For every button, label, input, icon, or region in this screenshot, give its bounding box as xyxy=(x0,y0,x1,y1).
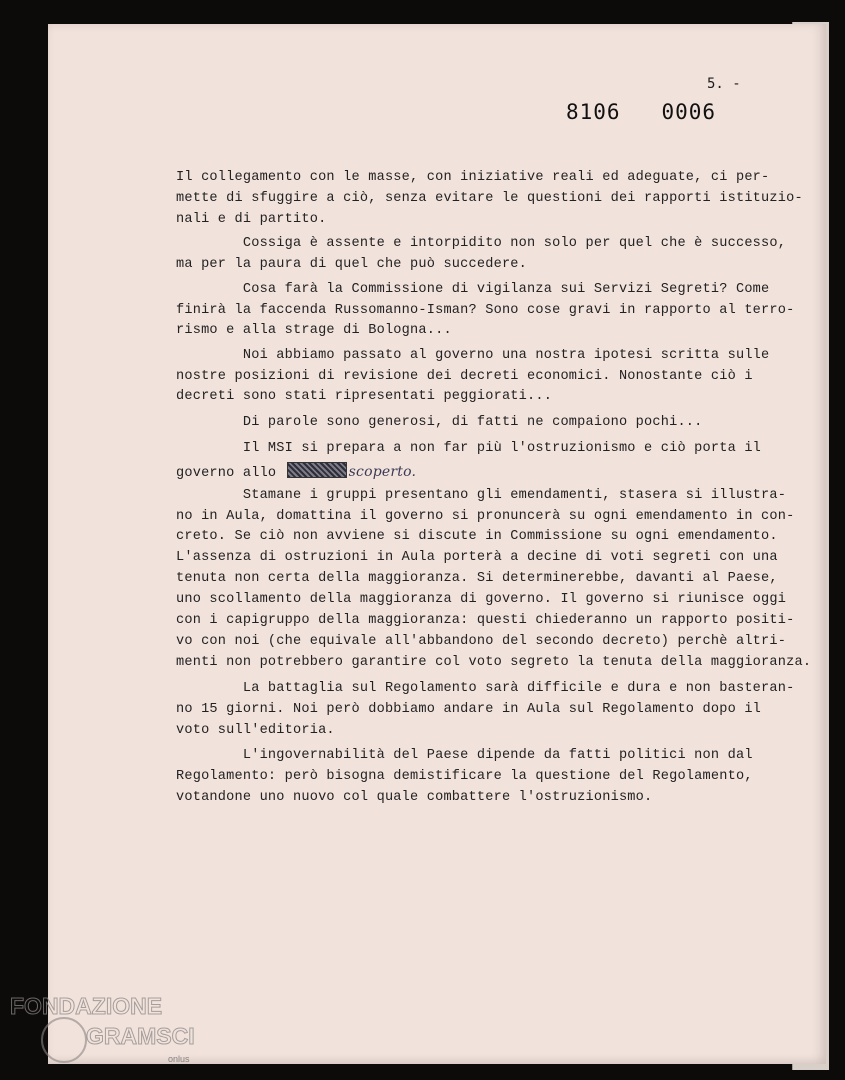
text-line: nali e di partito. xyxy=(176,212,327,227)
text-line: tenuta non certa della maggioranza. Si determinerebbe, davanti al Paese, xyxy=(176,571,778,586)
text-line: mette di sfuggire a ciò, senza evitare le questioni dei rapporti istituzio- xyxy=(176,191,803,206)
text-line: no in Aula, domattina il governo si pronuncerà su ogni emendamento in con- xyxy=(176,509,795,524)
text-line: Il collegamento con le masse, con iniziative reali ed adeguate, ci per- xyxy=(176,170,770,185)
text-line: Cossiga è assente e intorpidito non solo per quel che è successo, xyxy=(176,236,787,251)
text-line: La battaglia sul Regolamento sarà difficile e dura e non basteran- xyxy=(176,681,795,696)
text-line: ma per la paura di quel che può succedere. xyxy=(176,257,528,272)
text-line: Stamane i gruppi presentano gli emendamenti, stasera si illustra- xyxy=(176,488,787,503)
text-line: Cosa farà la Commissione di vigilanza sui Servizi Segreti? Come xyxy=(176,282,770,297)
text-line: Il MSI si prepara a non far più l'ostruzionismo e ciò porta il xyxy=(176,441,762,456)
text-line: rismo e alla strage di Bologna... xyxy=(176,323,452,338)
watermark-line1: FONDAZIONE xyxy=(10,993,163,1019)
watermark-suffix: onlus xyxy=(168,1054,190,1064)
fondazione-gramsci-watermark xyxy=(4,988,214,1072)
text-line: Regolamento: però bisogna demistificare la questione del Regolamento, xyxy=(176,769,753,784)
archive-code: 8106 0006 xyxy=(566,100,717,124)
text-line: con i capigruppo della maggioranza: questi chiederanno un rapporto positi- xyxy=(176,613,795,628)
text-line: menti non potrebbero garantire col voto segreto la tenuta della maggioranza. xyxy=(176,655,812,670)
watermark-g-circle xyxy=(42,1018,86,1062)
text-line: Di parole sono generosi, di fatti ne compaiono pochi... xyxy=(176,415,703,430)
struck-out-word xyxy=(287,462,347,478)
handwritten-correction: scoperto. xyxy=(348,464,417,480)
text-line: no 15 giorni. Noi però dobbiamo andare in Aula sul Regolamento dopo il xyxy=(176,702,762,717)
text-line: voto sull'editoria. xyxy=(176,723,335,738)
text-line: creto. Se ciò non avviene si discute in Commissione su ogni emendamento. xyxy=(176,529,778,544)
governo-line xyxy=(176,462,416,481)
text-line: nostre posizioni di revisione dei decreti economici. Nonostante ciò i xyxy=(176,369,753,384)
governo-line-prefix: governo allo xyxy=(176,466,277,481)
text-line: Noi abbiamo passato al governo una nostra ipotesi scritta sulle xyxy=(176,348,770,363)
watermark-line2: GRAMSCI xyxy=(86,1023,195,1049)
text-line: L'ingovernabilità del Paese dipende da fatti politici non dal xyxy=(176,748,753,763)
text-line: finirà la faccenda Russomanno-Isman? Sono cose gravi in rapporto al terro- xyxy=(176,303,795,318)
page-number: 5. - xyxy=(707,76,741,92)
text-line: L'assenza di ostruzioni in Aula porterà a decine di voti segreti con una xyxy=(176,550,778,565)
text-line: uno scollamento della maggioranza di governo. Il governo si riunisce oggi xyxy=(176,592,787,607)
text-line: votandone uno nuovo col quale combattere l'ostruzionismo. xyxy=(176,790,653,805)
text-line: decreti sono stati ripresentati peggiorati... xyxy=(176,389,553,404)
text-line: vo con noi (che equivale all'abbandono del secondo decreto) perchè altri- xyxy=(176,634,787,649)
